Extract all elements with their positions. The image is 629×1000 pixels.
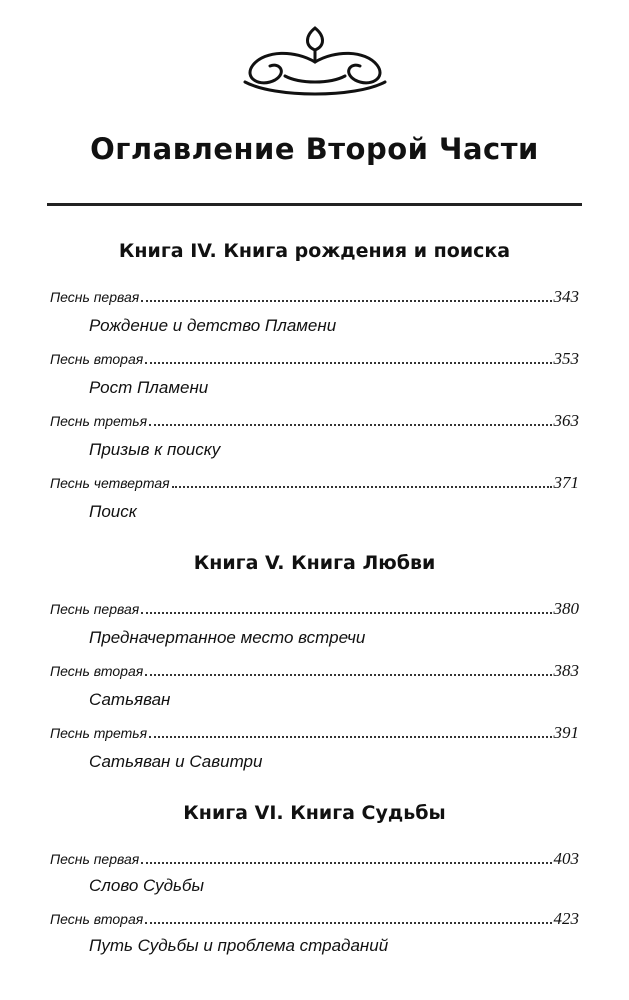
canto-subtitle: Поиск: [89, 502, 137, 521]
canto-subtitle: Рождение и детство Пламени: [89, 316, 337, 335]
toc-entry[interactable]: [50, 287, 579, 311]
ornament-icon: [225, 20, 405, 100]
canto-label: Песнь первая: [50, 601, 140, 617]
canto-label: Песнь третья: [50, 413, 148, 429]
page-number: 423: [553, 909, 579, 928]
book-heading-6: Книга VI. Книга Судьбы: [183, 802, 446, 824]
book-heading-4: Книга IV. Книга рождения и поиска: [118, 240, 511, 262]
toc-entry[interactable]: [50, 473, 579, 497]
leader-dots: [145, 673, 551, 676]
toc-entry[interactable]: [50, 411, 579, 435]
leader-dots: [149, 735, 551, 738]
canto-subtitle: Путь Судьбы и проблема страданий: [89, 936, 389, 955]
page-number: 363: [553, 411, 579, 430]
canto-label: Песнь третья: [50, 725, 148, 741]
canto-label: Песнь вторая: [50, 911, 144, 927]
toc-entry[interactable]: [50, 661, 579, 685]
divider: [47, 203, 582, 206]
canto-label: Песнь четвертая: [50, 475, 170, 491]
canto-label: Песнь первая: [50, 289, 140, 305]
page-number: 391: [553, 723, 579, 742]
book-heading-5: Книга V. Книга Любви: [193, 552, 436, 574]
leader-dots: [172, 485, 552, 488]
page-number: 383: [553, 661, 579, 680]
canto-subtitle: Призыв к поиску: [89, 440, 221, 459]
canto-subtitle: Сатьяван и Савитри: [89, 752, 263, 771]
canto-label: Песнь первая: [50, 851, 140, 867]
toc-entry[interactable]: [50, 349, 579, 373]
page-title: Оглавление Второй Части: [90, 132, 539, 166]
toc-entry[interactable]: [50, 723, 579, 747]
leader-dots: [141, 611, 551, 614]
leader-dots: [141, 861, 551, 864]
canto-label: Песнь вторая: [50, 351, 144, 367]
page-number: 403: [553, 849, 579, 868]
page-number: 380: [553, 599, 579, 618]
leader-dots: [141, 299, 551, 302]
canto-subtitle: Предначертанное место встречи: [89, 628, 366, 647]
canto-subtitle: Сатьяван: [89, 690, 171, 709]
page-number: 343: [553, 287, 579, 306]
leader-dots: [145, 361, 551, 364]
canto-subtitle: Рост Пламени: [89, 378, 209, 397]
page-number: 371: [553, 473, 579, 492]
canto-label: Песнь вторая: [50, 663, 144, 679]
leader-dots: [145, 921, 551, 924]
toc-entry[interactable]: [50, 909, 579, 933]
toc-entry[interactable]: [50, 599, 579, 623]
canto-subtitle: Слово Судьбы: [89, 876, 204, 895]
toc-entry[interactable]: [50, 849, 579, 873]
page-number: 353: [553, 349, 579, 368]
leader-dots: [149, 423, 551, 426]
